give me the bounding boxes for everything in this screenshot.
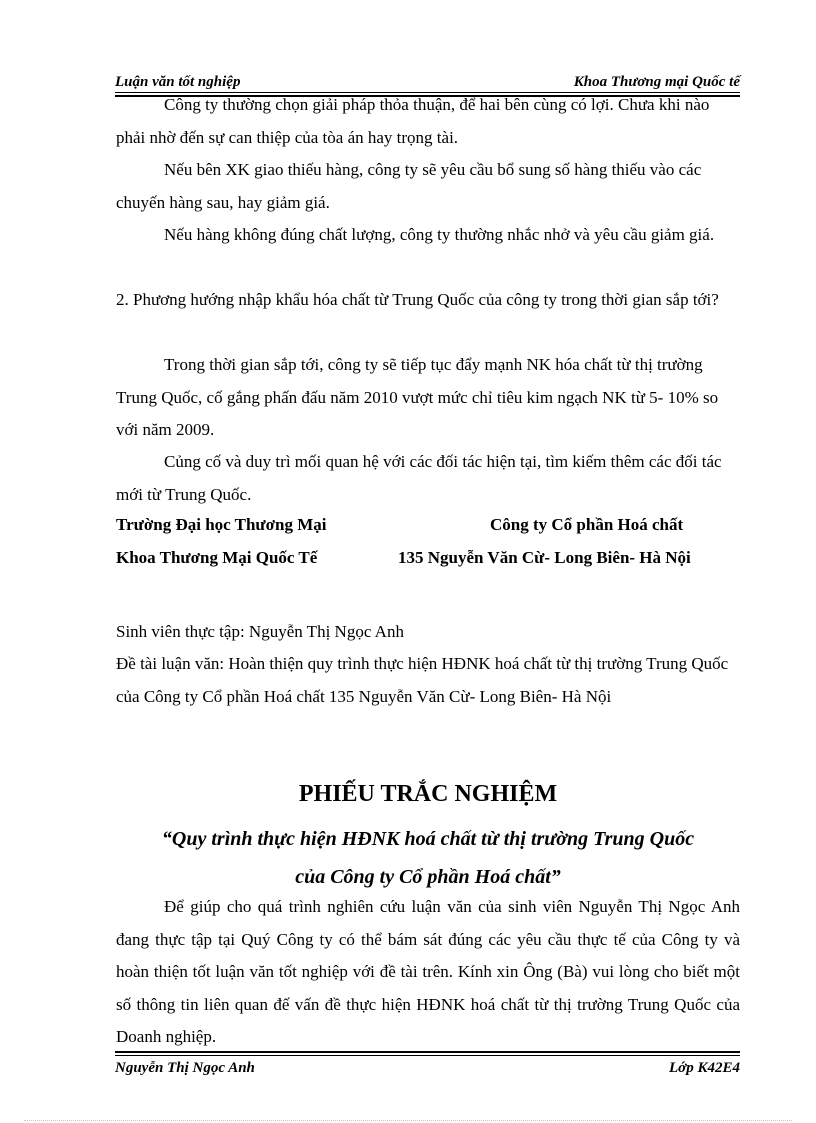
- header-left: Luận văn tốt nghiệp: [115, 74, 241, 90]
- footer-author: Nguyễn Thị Ngọc Anh: [115, 1060, 255, 1076]
- survey-subtitle: [116, 820, 740, 896]
- signature-company: Công ty Cổ phần Hoá chất: [490, 515, 684, 534]
- student-name: Sinh viên thực tập: Nguyễn Thị Ngọc Anh: [116, 622, 404, 641]
- footer-rule-thick: [115, 1051, 740, 1053]
- survey-subtitle-line2: của Công ty Cổ phần Hoá chất”: [295, 866, 561, 888]
- thesis-topic: Đề tài luận văn: Hoàn thiện quy trình thực hiện HĐNK hoá chất từ thị trường Trung Quốc của Công ty Cổ phần Hoá chất 135 Nguyễn Văn Cừ- Long Biên- Hà Nội: [116, 654, 729, 706]
- survey-intro: Để giúp cho quá trình nghiên cứu luận văn của sinh viên Nguyễn Thị Ngọc Anh đang thực tập tại Quý Công ty có thể bám sát đúng các yêu cầu thực tế của Công ty và hoàn thiện tốt luận văn tốt nghiệp với đề tài trên. Kính xin Ông (Bà) vui lòng cho biết một số thông tin liên quan đế vấn đề thực hiện HĐNK hoá chất từ thị trường Trung Quốc của Doanh nghiệp.: [116, 897, 740, 1046]
- survey-subtitle-line1: “Quy trình thực hiện HĐNK hoá chất từ thị trường Trung Quốc: [161, 828, 695, 850]
- signature-faculty: Khoa Thương Mại Quốc Tế: [116, 548, 318, 567]
- paragraph-short-delivery: Nếu bên XK giao thiếu hàng, công ty sẽ yêu cầu bổ sung số hàng thiếu vào các chuyến hàng sau, hay giảm giá.: [116, 160, 702, 212]
- page-footer: [115, 1057, 740, 1079]
- paragraph-partners: Củng cố và duy trì mối quan hệ với các đối tác hiện tại, tìm kiếm thêm các đối tác mới từ Trung Quốc.: [116, 452, 722, 504]
- question-direction: 2. Phương hướng nhập khẩu hóa chất từ Trung Quốc của công ty trong thời gian sắp tới?: [116, 290, 719, 309]
- paragraph-quality: Nếu hàng không đúng chất lượng, công ty thường nhắc nhở và yêu cầu giảm giá.: [164, 225, 715, 244]
- page-edge-dots: [24, 1120, 792, 1121]
- footer-class: Lớp K42E4: [669, 1060, 740, 1076]
- signature-university: Trường Đại học Thương Mại: [116, 515, 327, 534]
- paragraph-settlement: Công ty thường chọn giải pháp thỏa thuận, để hai bên cùng có lợi. Chưa khi nào phải nhờ đến sự can thiệp của tòa án hay trọng tài.: [116, 95, 710, 147]
- survey-title: PHIẾU TRẮC NGHIỆM: [298, 781, 558, 807]
- footer-rule: [115, 1055, 740, 1056]
- paragraph-plan: Trong thời gian sắp tới, công ty sẽ tiếp tục đẩy mạnh NK hóa chất từ thị trường Trung Quốc, cố gắng phấn đấu năm 2010 vượt mức chỉ tiêu kim ngạch NK từ 5- 10% so với năm 2009.: [116, 355, 719, 439]
- signature-address: 135 Nguyễn Văn Cừ- Long Biên- Hà Nội: [398, 548, 691, 567]
- header-right: Khoa Thương mại Quốc tế: [573, 74, 740, 90]
